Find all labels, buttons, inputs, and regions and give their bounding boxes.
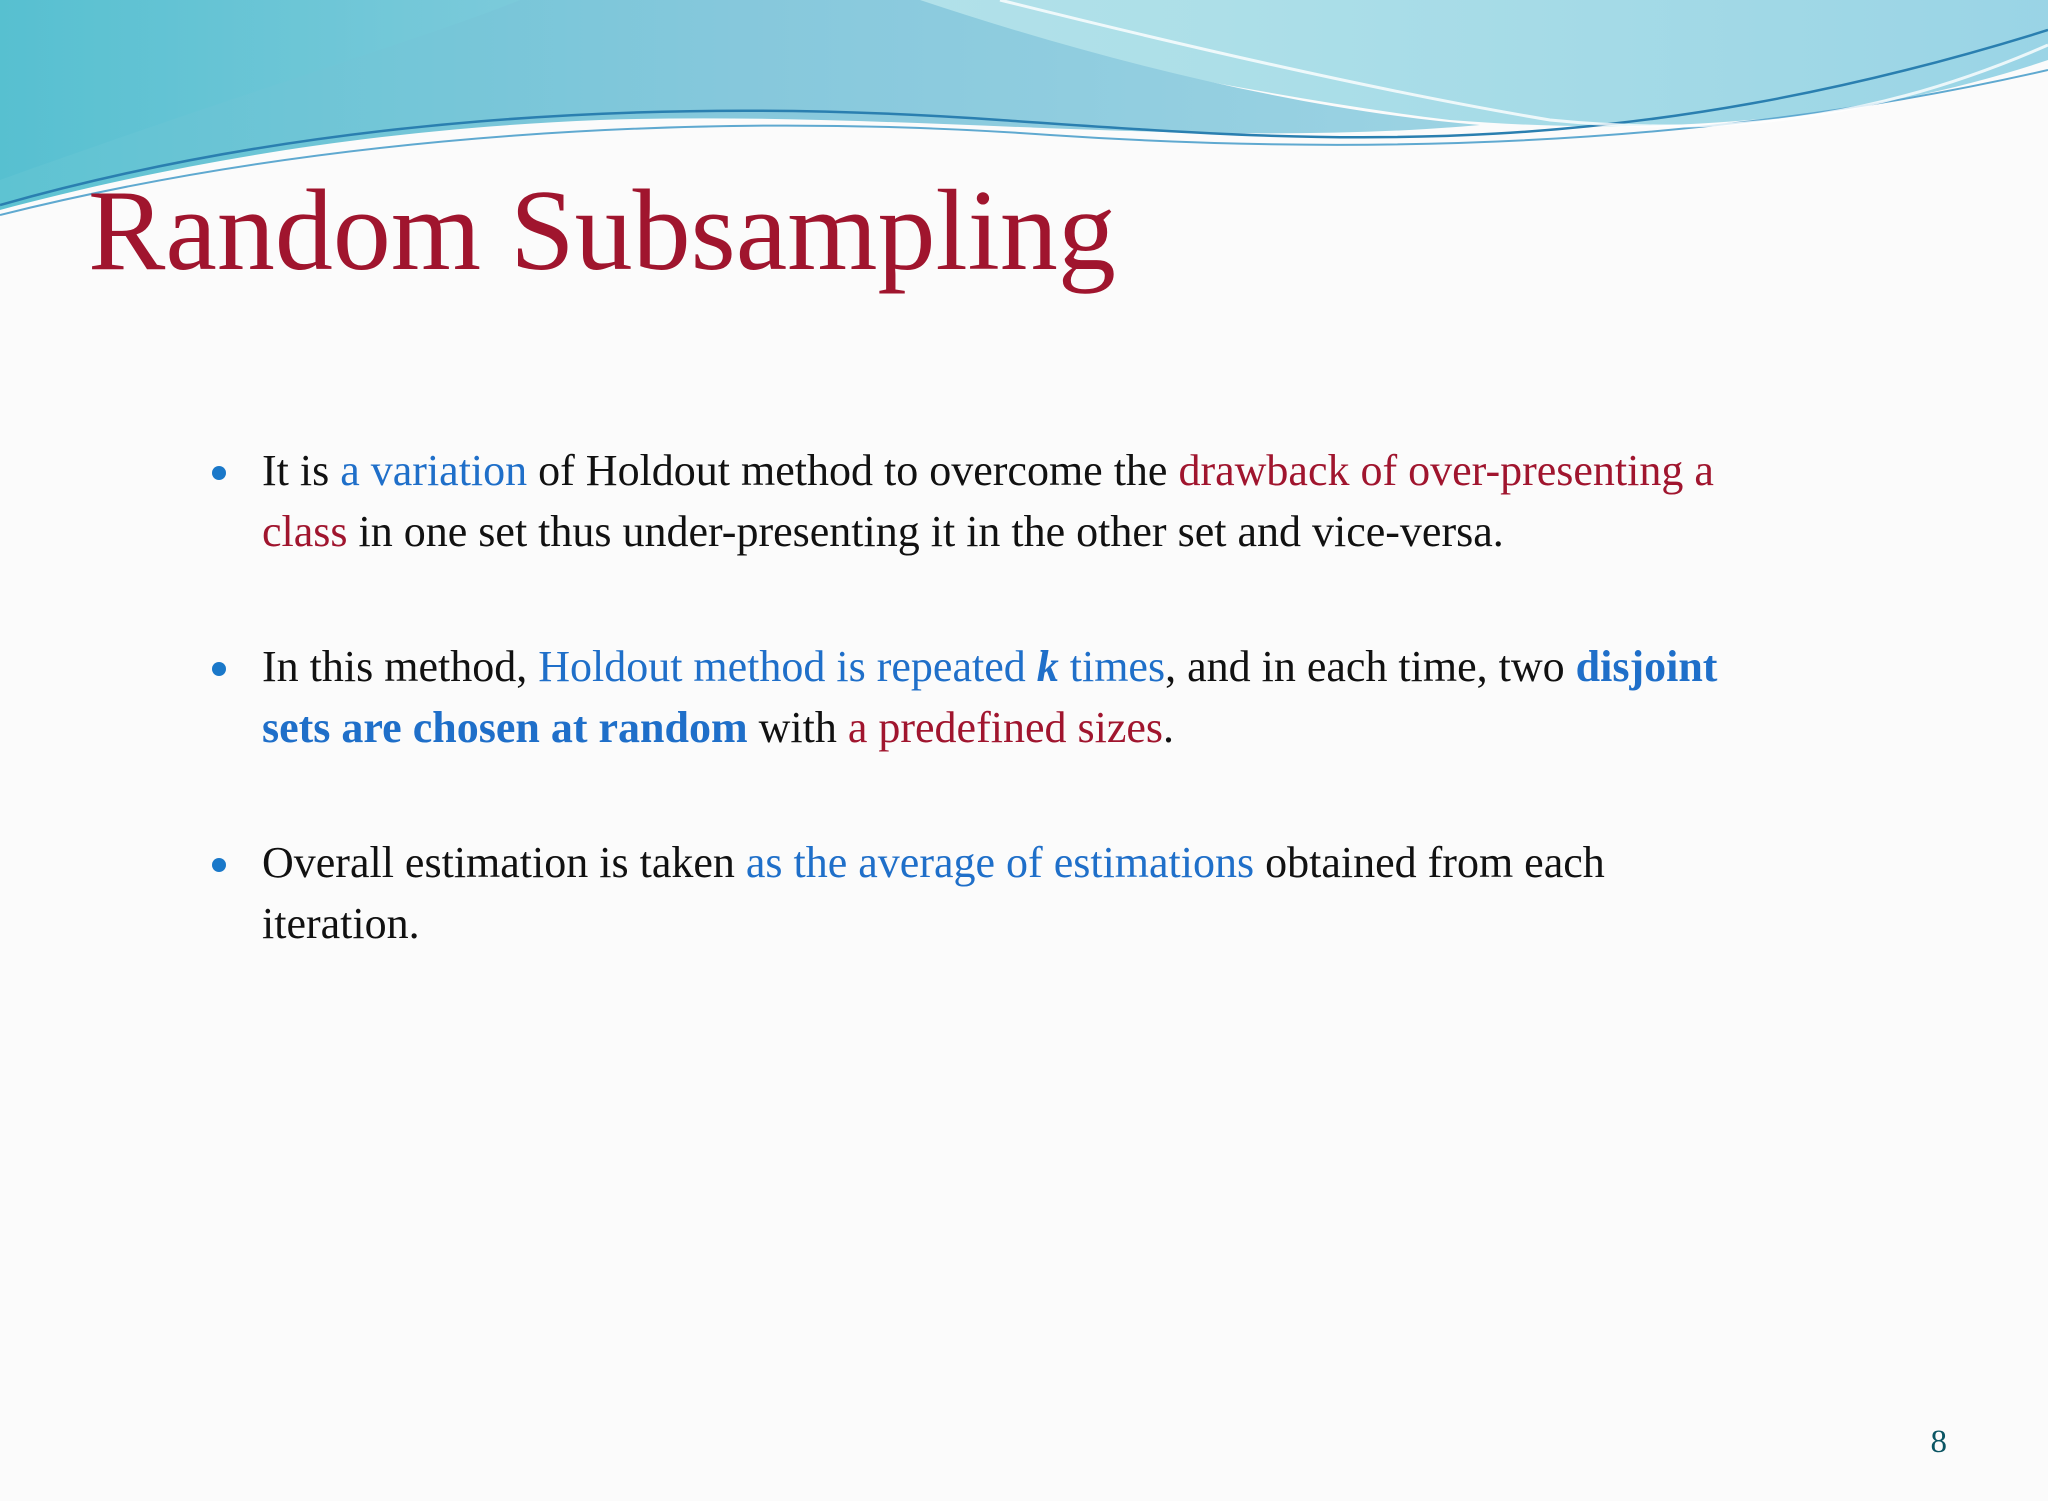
- bullet-text: obtained from each iteration.: [262, 838, 1605, 948]
- highlight-blue-text: times: [1058, 642, 1166, 691]
- highlight-blue-text: a variation: [340, 446, 528, 495]
- bullet-icon: [212, 662, 226, 676]
- highlight-blue-text: Holdout method is repeated: [538, 642, 1037, 691]
- page-number: 8: [1930, 1424, 1947, 1460]
- bullet-text: , and in each time, two: [1165, 642, 1576, 691]
- bullet-text: It is: [262, 446, 341, 495]
- variable-k: k: [1036, 642, 1059, 691]
- bullet-item-2: [205, 636, 1765, 758]
- bullet-text: with: [747, 703, 848, 752]
- slide-title: Random Subsampling: [88, 167, 1116, 295]
- bullet-text: of Holdout method to overcome the: [527, 446, 1179, 495]
- bullet-item-1: [205, 440, 1765, 562]
- bullet-text: in one set thus under-presenting it in the other set and vice-versa.: [347, 507, 1504, 556]
- bullet-text: In this method,: [262, 642, 539, 691]
- bullet-icon: [212, 466, 226, 480]
- bullet-list: [205, 440, 1765, 1028]
- highlight-red-text: a predefined sizes: [847, 703, 1164, 752]
- bullet-text: Overall estimation is taken: [262, 838, 746, 887]
- highlight-blue-bold-text: disjoint sets are chosen at random: [262, 642, 1718, 752]
- highlight-blue-text: as the average of estimations: [745, 838, 1255, 887]
- bullet-text: .: [1163, 703, 1175, 752]
- bullet-icon: [212, 858, 226, 872]
- highlight-red-text: drawback of over-presenting a class: [262, 446, 1714, 556]
- bullet-item-3: [205, 832, 1765, 954]
